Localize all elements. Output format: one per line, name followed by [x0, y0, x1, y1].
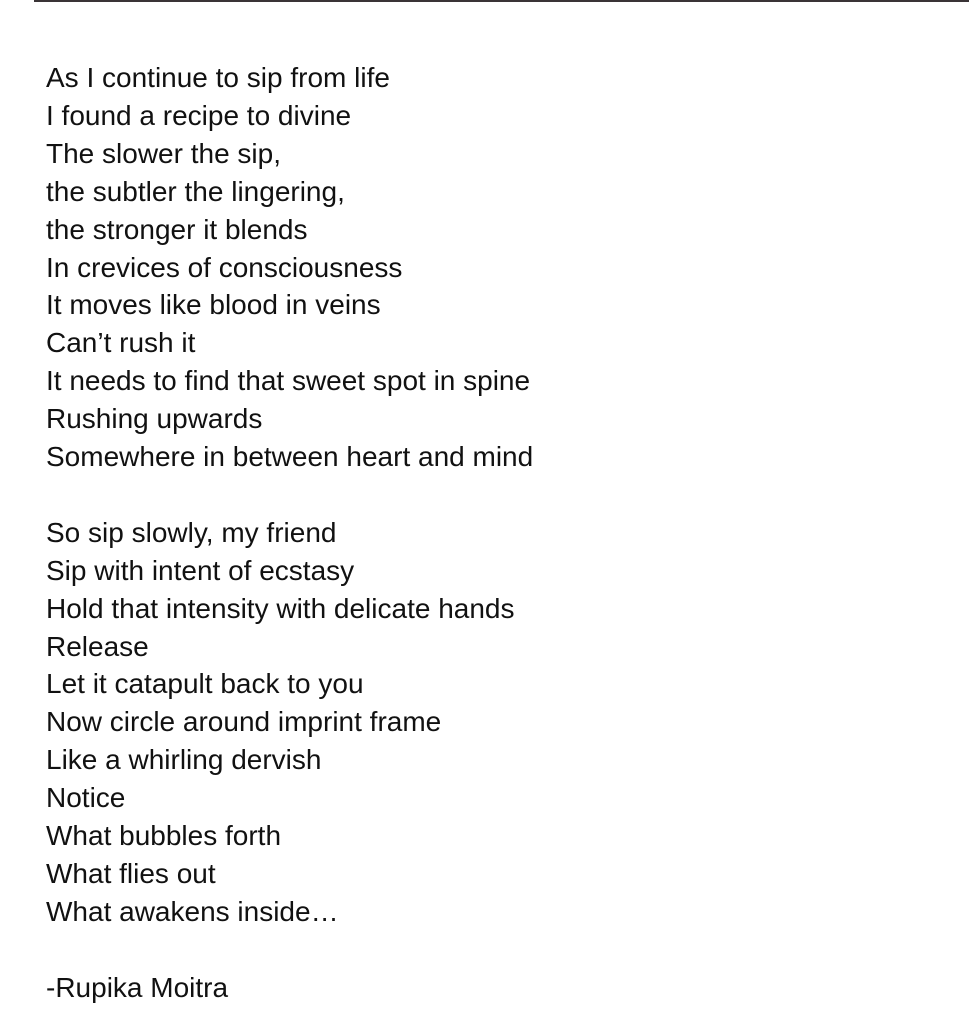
poem-line: So sip slowly, my friend: [46, 516, 337, 548]
poem-line: Hold that intensity with delicate hands: [46, 592, 515, 624]
poem-line: The slower the sip,: [46, 137, 281, 169]
poem-line: Rushing upwards: [46, 403, 263, 435]
poem-line: Like a whirling dervish: [46, 744, 322, 776]
stanza-1: [46, 59, 946, 476]
poem-line: What bubbles forth: [46, 820, 282, 852]
poem-line: Let it catapult back to you: [46, 668, 364, 700]
stanza-gap: [46, 931, 946, 969]
poem-line: Can’t rush it: [46, 327, 196, 359]
poem-line: As I continue to sip from life: [46, 62, 390, 93]
poem-line: Release: [46, 630, 149, 662]
poem-line: Somewhere in between heart and mind: [46, 441, 534, 473]
poem-line: It needs to find that sweet spot in spine: [46, 365, 531, 397]
poem-line: I found a recipe to divine: [46, 99, 352, 131]
top-divider: [34, 0, 969, 2]
poem-line: the subtler the lingering,: [46, 175, 345, 207]
poem: [46, 59, 946, 1007]
poem-line: It moves like blood in veins: [46, 289, 381, 321]
poem-line: Notice: [46, 782, 126, 814]
poem-line: What awakens inside…: [46, 895, 339, 927]
poem-line: the stronger it blends: [46, 213, 308, 245]
poem-line: Sip with intent of ecstasy: [46, 554, 355, 586]
stanza-gap: [46, 476, 946, 514]
poem-line: What flies out: [46, 858, 216, 890]
stanza-2: [46, 514, 946, 931]
poem-line: In crevices of consciousness: [46, 251, 403, 283]
poem-line: Now circle around imprint frame: [46, 706, 442, 738]
poem-author: -Rupika Moitra: [46, 971, 229, 1003]
